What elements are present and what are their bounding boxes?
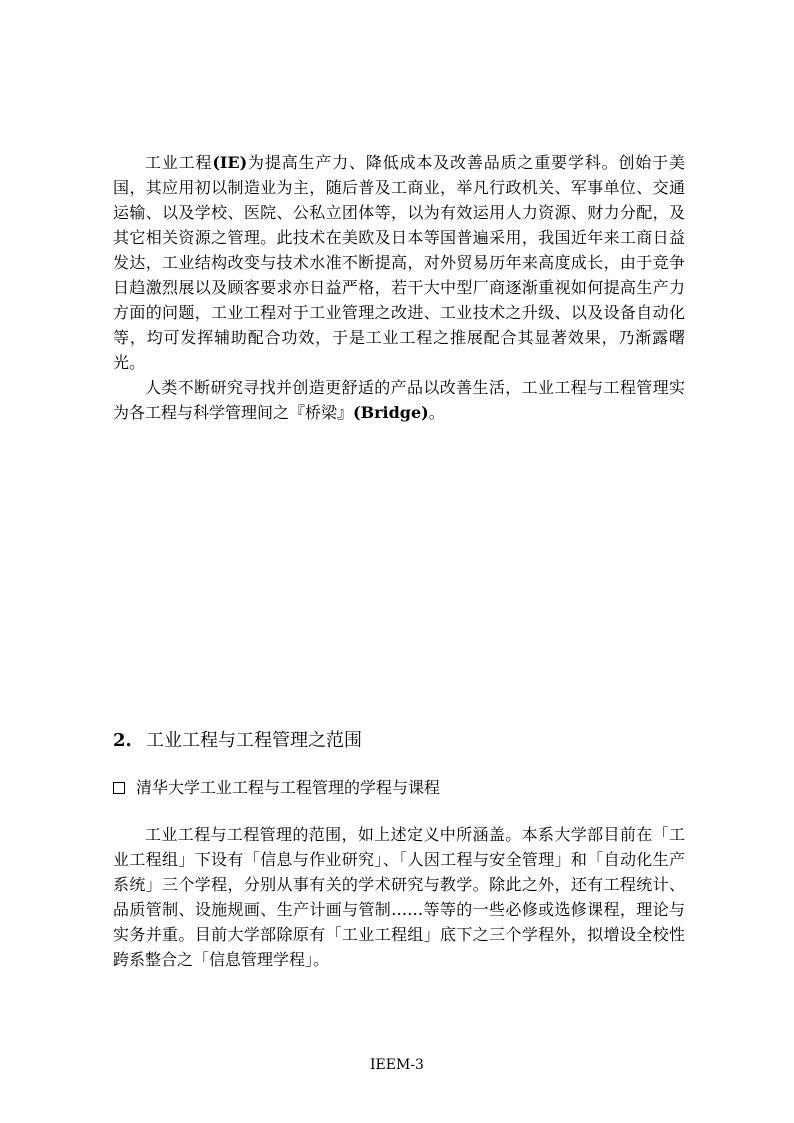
subheading (113, 776, 440, 800)
bridge-term: (Bridge) (353, 403, 429, 422)
intro-paragraph-2 (113, 375, 685, 425)
scope-paragraph: 工业工程与工程管理的范围，如上述定义中所涵盖。本系大学部目前在「工业工程组」下设有「信息与作业研究」、「人因工程与安全管理」和「自动化生产系统」三个学程，分别从事有关的学术研究与教学。除此之外，还有工程统计、品质管制、设施规画、生产计画与管制……等等的一些必修或选修课程，理论与实务并重。目前大学部除原有「工业工程组」底下之三个学程外，拟增设全校性跨系整合之「信息管理学程」。 (113, 825, 685, 969)
intro-section (113, 150, 685, 425)
section-title: 工业工程与工程管理之范围 (146, 730, 362, 751)
subheading-text: 清华大学工业工程与工程管理的学程与课程 (136, 778, 441, 797)
page-footer: IEEM-3 (370, 1057, 424, 1073)
scope-section (113, 822, 685, 972)
ie-abbreviation: (IE) (212, 153, 248, 172)
section-number: 2. (113, 730, 132, 751)
checkbox-bullet-icon (113, 782, 125, 794)
intro-p2-body: 人类不断研究寻找并创造更舒适的产品以改善生活，工业工程与工程管理实为各工程与科学管理间之『桥梁』 (113, 378, 685, 422)
intro-p1-lead: 工业工程 (145, 153, 213, 172)
intro-paragraph-1 (113, 150, 685, 375)
intro-p2-end: 。 (428, 403, 445, 422)
intro-p1-body: 为提高生产力、降低成本及改善品质之重要学科。创始于美国，其应用初以制造业为主，随后普及工商业，举凡行政机关、军事单位、交通运输、以及学校、医院、公私立团体等，以为有效运用人力资源、财力分配，及其它相关资源之管理。此技术在美欧及日本等国普遍采用，我国近年来工商日益发达，工业结构改变与技术水准不断提高，对外贸易历年来高度成长，由于竞争日趋激烈展以及顾客要求亦日益严格，若干大中型厂商逐渐重视如何提高生产力方面的问题，工业工程对于工业管理之改进、工业技术之升级、以及设备自动化等，均可发挥辅助配合功效，于是工业工程之推展配合其显著效果，乃渐露曙光。 (113, 153, 685, 372)
section-heading (113, 727, 362, 755)
